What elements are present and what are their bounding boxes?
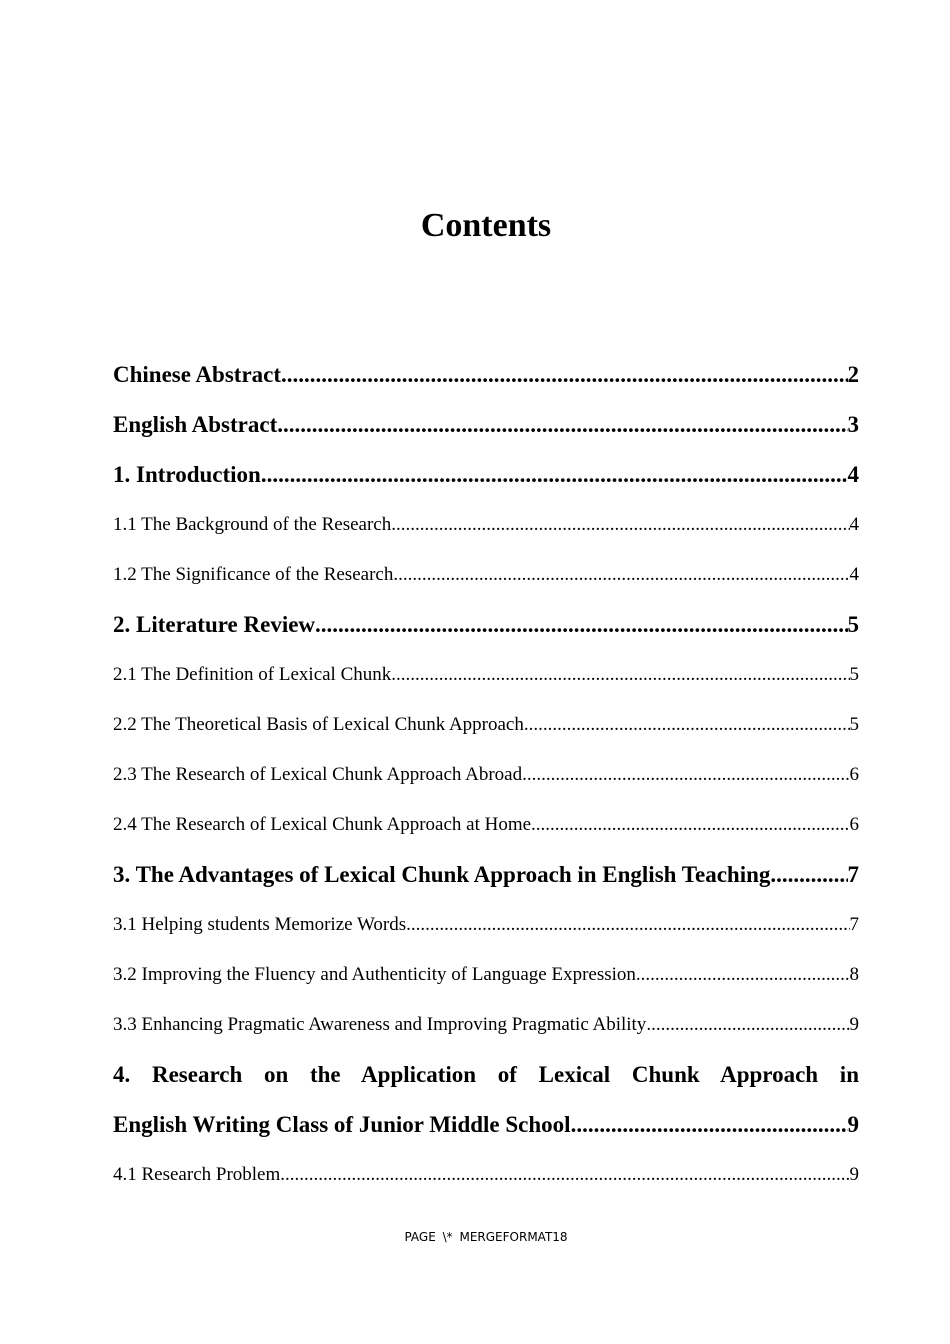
toc-entry-2-2[interactable]	[113, 700, 859, 750]
toc-dot-leader	[261, 450, 848, 500]
toc-entry-1-1[interactable]	[113, 500, 859, 550]
toc-entry-label: 3. The Advantages of Lexical Chunk Approach in English Teaching	[113, 862, 771, 887]
toc-entry-label: 2. Literature Review	[113, 612, 316, 637]
toc-page-number: 3	[847, 412, 859, 437]
toc-entry-3-3[interactable]	[113, 1000, 859, 1050]
toc-entry-label: 3.3 Enhancing Pragmatic Awareness and Improving Pragmatic Ability	[113, 1014, 647, 1035]
toc-entry-label: 1.2 The Significance of the Research	[113, 564, 394, 585]
toc-dot-leader	[277, 400, 847, 450]
toc-page-number: 7	[849, 914, 859, 935]
toc-entry-label: 2.4 The Research of Lexical Chunk Approach at Home	[113, 814, 532, 835]
toc-page-number: 6	[849, 814, 859, 835]
toc-page-number: 8	[849, 964, 859, 985]
toc-dot-leader	[522, 750, 849, 800]
toc-entry-label: Chinese Abstract	[113, 362, 282, 387]
toc-entry-english-abstract[interactable]	[113, 400, 859, 450]
toc-dot-leader	[281, 350, 847, 400]
toc-dot-leader	[646, 1000, 849, 1050]
toc-entry-label: 3.2 Improving the Fluency and Authenticity of Language Expression	[113, 964, 636, 985]
toc-entry-1-2[interactable]	[113, 550, 859, 600]
toc-page-number: 6	[849, 764, 859, 785]
toc-dot-leader	[636, 950, 850, 1000]
toc-entry-label: 2.2 The Theoretical Basis of Lexical Chunk Approach	[113, 714, 524, 735]
toc-entry-2-4[interactable]	[113, 800, 859, 850]
toc-page-number: 5	[849, 664, 859, 685]
toc-entry-advantages[interactable]	[113, 850, 859, 900]
toc-dot-leader	[524, 700, 850, 750]
toc-dot-leader	[770, 850, 847, 900]
page-footer: PAGE \* MERGEFORMAT18	[404, 1230, 568, 1244]
toc-dot-leader	[280, 1150, 849, 1200]
toc-page-number: 2	[847, 362, 859, 387]
toc-entry-chinese-abstract[interactable]	[113, 350, 859, 400]
toc-entry-line2	[113, 1100, 859, 1150]
toc-entry-label: 3.1 Helping students Memorize Words	[113, 914, 407, 935]
toc-entry-label: 2.3 The Research of Lexical Chunk Approach Abroad	[113, 764, 523, 785]
toc-page-number: 9	[849, 1014, 859, 1035]
toc-entry-label-line1: 4. Research on the Application of Lexical Chunk Approach in	[113, 1062, 859, 1087]
toc-entry-4-1[interactable]	[113, 1150, 859, 1200]
toc-entry-label: 1. Introduction	[113, 462, 261, 487]
toc-entry-2-1[interactable]	[113, 650, 859, 700]
toc-entry-label: English Abstract	[113, 412, 278, 437]
toc-entry-label: 4.1 Research Problem	[113, 1164, 281, 1185]
toc-entry-3-1[interactable]	[113, 900, 859, 950]
toc-dot-leader	[393, 550, 849, 600]
toc-entry-introduction[interactable]	[113, 450, 859, 500]
toc-page-number: 4	[849, 564, 859, 585]
toc-entry-2-3[interactable]	[113, 750, 859, 800]
toc-page-number: 5	[847, 612, 859, 637]
toc-dot-leader	[315, 600, 847, 650]
toc-page-number: 9	[847, 1112, 859, 1137]
toc-dot-leader	[391, 500, 849, 550]
toc-entry-research-application[interactable]	[113, 1050, 859, 1150]
toc-entry-3-2[interactable]	[113, 950, 859, 1000]
page-title: Contents	[420, 207, 552, 244]
toc-dot-leader	[571, 1100, 848, 1150]
toc-dot-leader	[391, 650, 849, 700]
toc-dot-leader	[531, 800, 849, 850]
toc-page-number: 5	[849, 714, 859, 735]
toc-page-number: 4	[847, 462, 859, 487]
toc-page-number: 4	[849, 514, 859, 535]
toc-page-number: 7	[847, 862, 859, 887]
toc-page-number: 9	[849, 1164, 859, 1185]
table-of-contents	[113, 350, 859, 1200]
toc-dot-leader	[406, 900, 849, 950]
toc-entry-label: 2.1 The Definition of Lexical Chunk	[113, 664, 392, 685]
toc-entry-label: 1.1 The Background of the Research	[113, 514, 392, 535]
toc-entry-label-line2: English Writing Class of Junior Middle School	[113, 1112, 571, 1137]
toc-entry-literature-review[interactable]	[113, 600, 859, 650]
